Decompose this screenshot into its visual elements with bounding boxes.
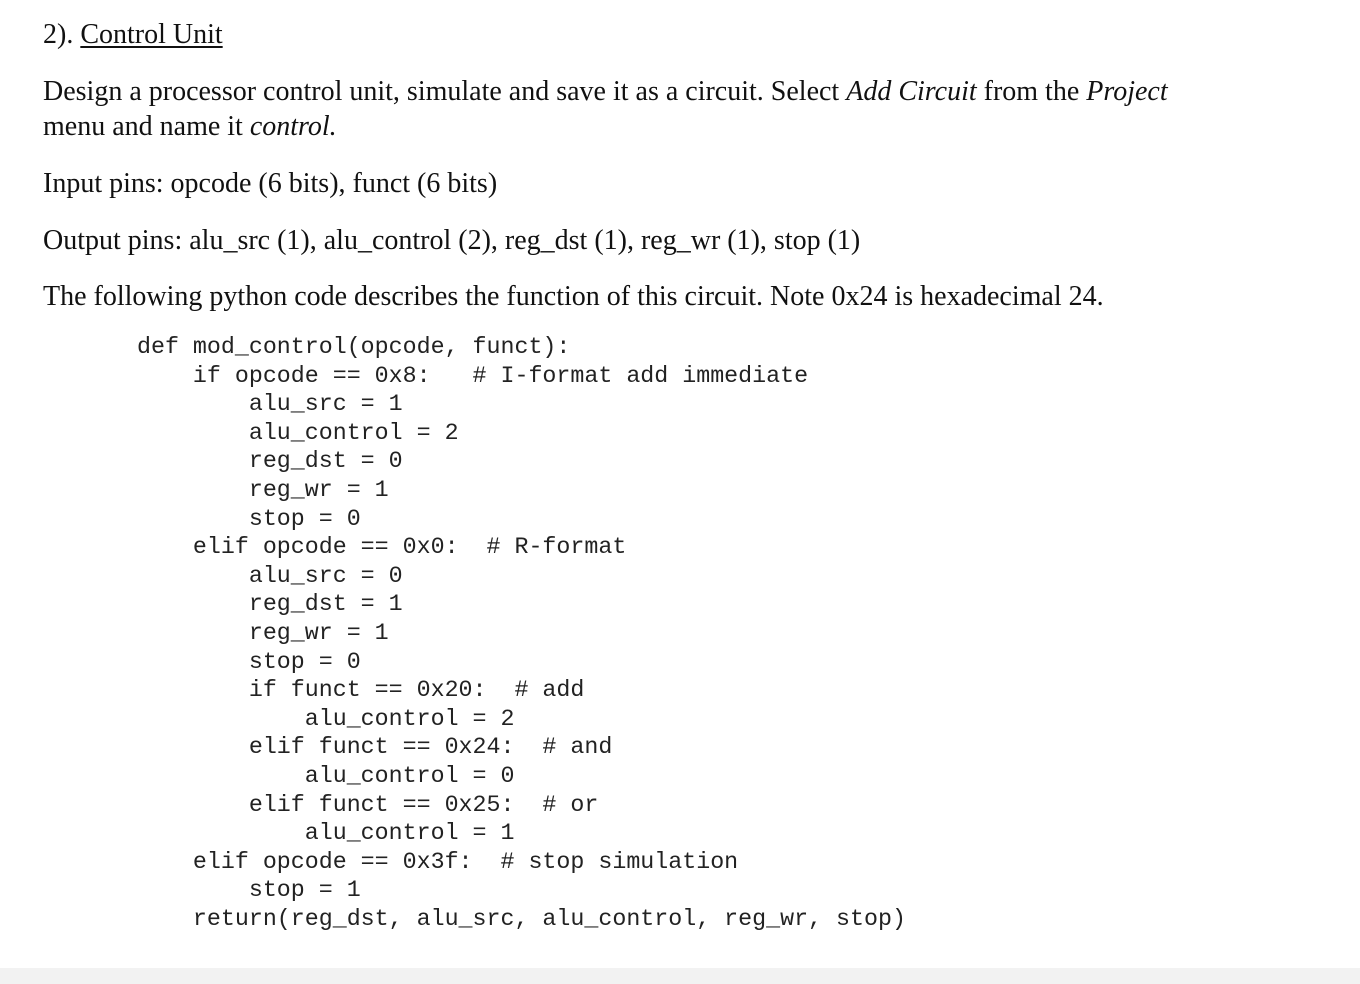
code-block [137, 333, 906, 933]
input-pins-text: Input pins: opcode (6 bits), funct (6 bits) [43, 168, 498, 199]
code-line: stop = 0 [137, 505, 361, 532]
intro-text-3: menu and name it [43, 111, 250, 142]
code-line: elif funct == 0x24: # and [137, 734, 613, 761]
section-heading [43, 18, 223, 52]
intro-text-2: from the [976, 76, 1087, 107]
python-note-text: The following python code describes the function of this circuit. Note 0x24 is hexadecimal 24. [43, 281, 1104, 312]
code-line: if opcode == 0x8: # I-format add immediate [137, 362, 809, 389]
add-circuit-term: Add Circuit [846, 76, 977, 107]
code-line: reg_dst = 0 [137, 448, 403, 475]
code-line: return(reg_dst, alu_src, alu_control, reg_wr, stop) [137, 905, 906, 932]
bottom-band [0, 968, 1360, 984]
code-line: alu_src = 0 [137, 562, 403, 589]
project-term: Project [1086, 76, 1168, 107]
code-line: elif opcode == 0x0: # R-format [137, 534, 627, 561]
code-line: reg_wr = 1 [137, 619, 389, 646]
code-line: alu_src = 1 [137, 391, 403, 418]
intro-text-1: Design a processor control unit, simulate and save it as a circuit. Select [43, 76, 847, 107]
code-line: elif funct == 0x25: # or [137, 791, 599, 818]
code-line: stop = 1 [137, 877, 361, 904]
code-line: alu_control = 1 [137, 820, 515, 847]
code-line: reg_wr = 1 [137, 476, 389, 503]
code-line: alu_control = 2 [137, 705, 515, 732]
code-line: reg_dst = 1 [137, 591, 403, 618]
code-line: stop = 0 [137, 648, 361, 675]
output-pins-text: Output pins: alu_src (1), alu_control (2), reg_dst (1), reg_wr (1), stop (1) [43, 225, 861, 256]
control-term: control. [249, 111, 337, 142]
section-title: Control Unit [80, 19, 223, 50]
code-line: def mod_control(opcode, funct): [137, 334, 571, 360]
code-line: alu_control = 2 [137, 419, 459, 446]
code-line: alu_control = 0 [137, 762, 515, 789]
code-line: elif opcode == 0x3f: # stop simulation [137, 848, 739, 875]
code-line: if funct == 0x20: # add [137, 677, 585, 704]
intro-paragraph [43, 74, 1168, 144]
section-number: 2). [43, 19, 81, 50]
